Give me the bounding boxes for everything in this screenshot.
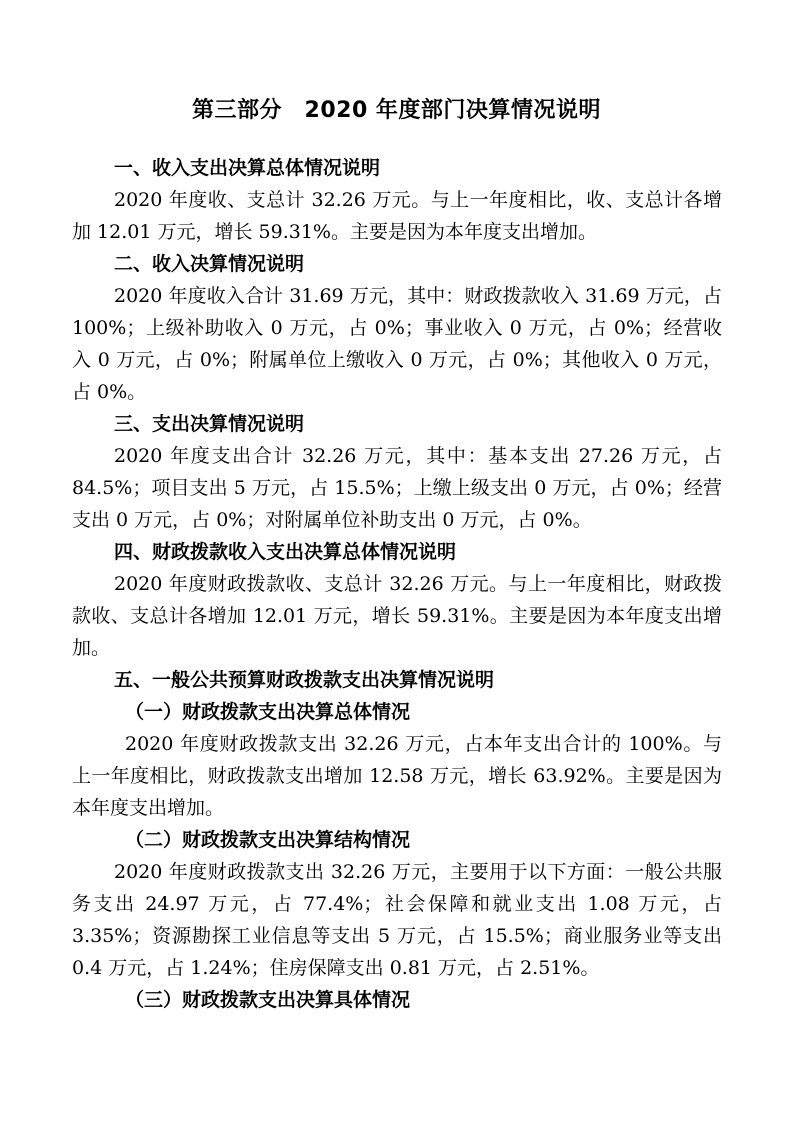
subsection-heading-5-3: （三）财政拨款支出决算具体情况	[125, 989, 411, 1011]
section-body-2: 2020 年度收入合计 31.69 万元，其中：财政拨款收入 31.69 万元，占 100%；上级补助收入 0 万元，占 0%；事业收入 0 万元，占 0%；经营收入 0 万元，占 0%；附属单位上缴收入 0 万元，占 0%；其他收入 0 万元，占 0%。	[72, 285, 722, 403]
section-heading-4: 四、财政拨款收入支出决算总体情况说明	[114, 541, 457, 563]
section-body-3: 2020 年度支出合计 32.26 万元，其中：基本支出 27.26 万元，占 84.5%；项目支出 5 万元，占 15.5%；上缴上级支出 0 万元，占 0%；经营支出 0 万元，占 0%；对附属单位补助支出 0 万元，占 0%。	[72, 445, 722, 531]
page-title: 第三部分 2020 年度部门决算情况说明	[192, 98, 601, 123]
section-heading-5: 五、一般公共预算财政拨款支出决算情况说明	[114, 669, 495, 691]
subsection-body-5-1: 2020 年度财政拨款支出 32.26 万元，占本年支出合计的 100%。与上一年度相比，财政拨款支出增加 12.58 万元，增长 63.92%。主要是因为本年度支出增加。	[72, 733, 722, 819]
document-body	[72, 152, 722, 1016]
subsection-body-5-2: 2020 年度财政拨款支出 32.26 万元，主要用于以下方面：一般公共服务支出 24.97 万元，占 77.4%；社会保障和就业支出 1.08 万元，占 3.35%；资源勘探工业信息等支出 5 万元，占 15.5%；商业服务业等支出 0.4 万元，占 1.24%；住房保障支出 0.81 万元，占 2.51%。	[72, 861, 722, 979]
section-heading-1: 一、收入支出决算总体情况说明	[114, 157, 381, 179]
section-body-1: 2020 年度收、支总计 32.26 万元。与上一年度相比，收、支总计各增加 12.01 万元，增长 59.31%。主要是因为本年度支出增加。	[72, 189, 722, 243]
subsection-heading-5-2: （二）财政拨款支出决算结构情况	[125, 829, 411, 851]
section-heading-3: 三、支出决算情况说明	[114, 413, 305, 435]
section-heading-2: 二、收入决算情况说明	[114, 253, 305, 275]
section-body-4: 2020 年度财政拨款收、支总计 32.26 万元。与上一年度相比，财政拨款收、支总计各增加 12.01 万元，增长 59.31%。主要是因为本年度支出增加。	[72, 573, 722, 659]
subsection-heading-5-1: （一）财政拨款支出决算总体情况	[125, 701, 411, 723]
